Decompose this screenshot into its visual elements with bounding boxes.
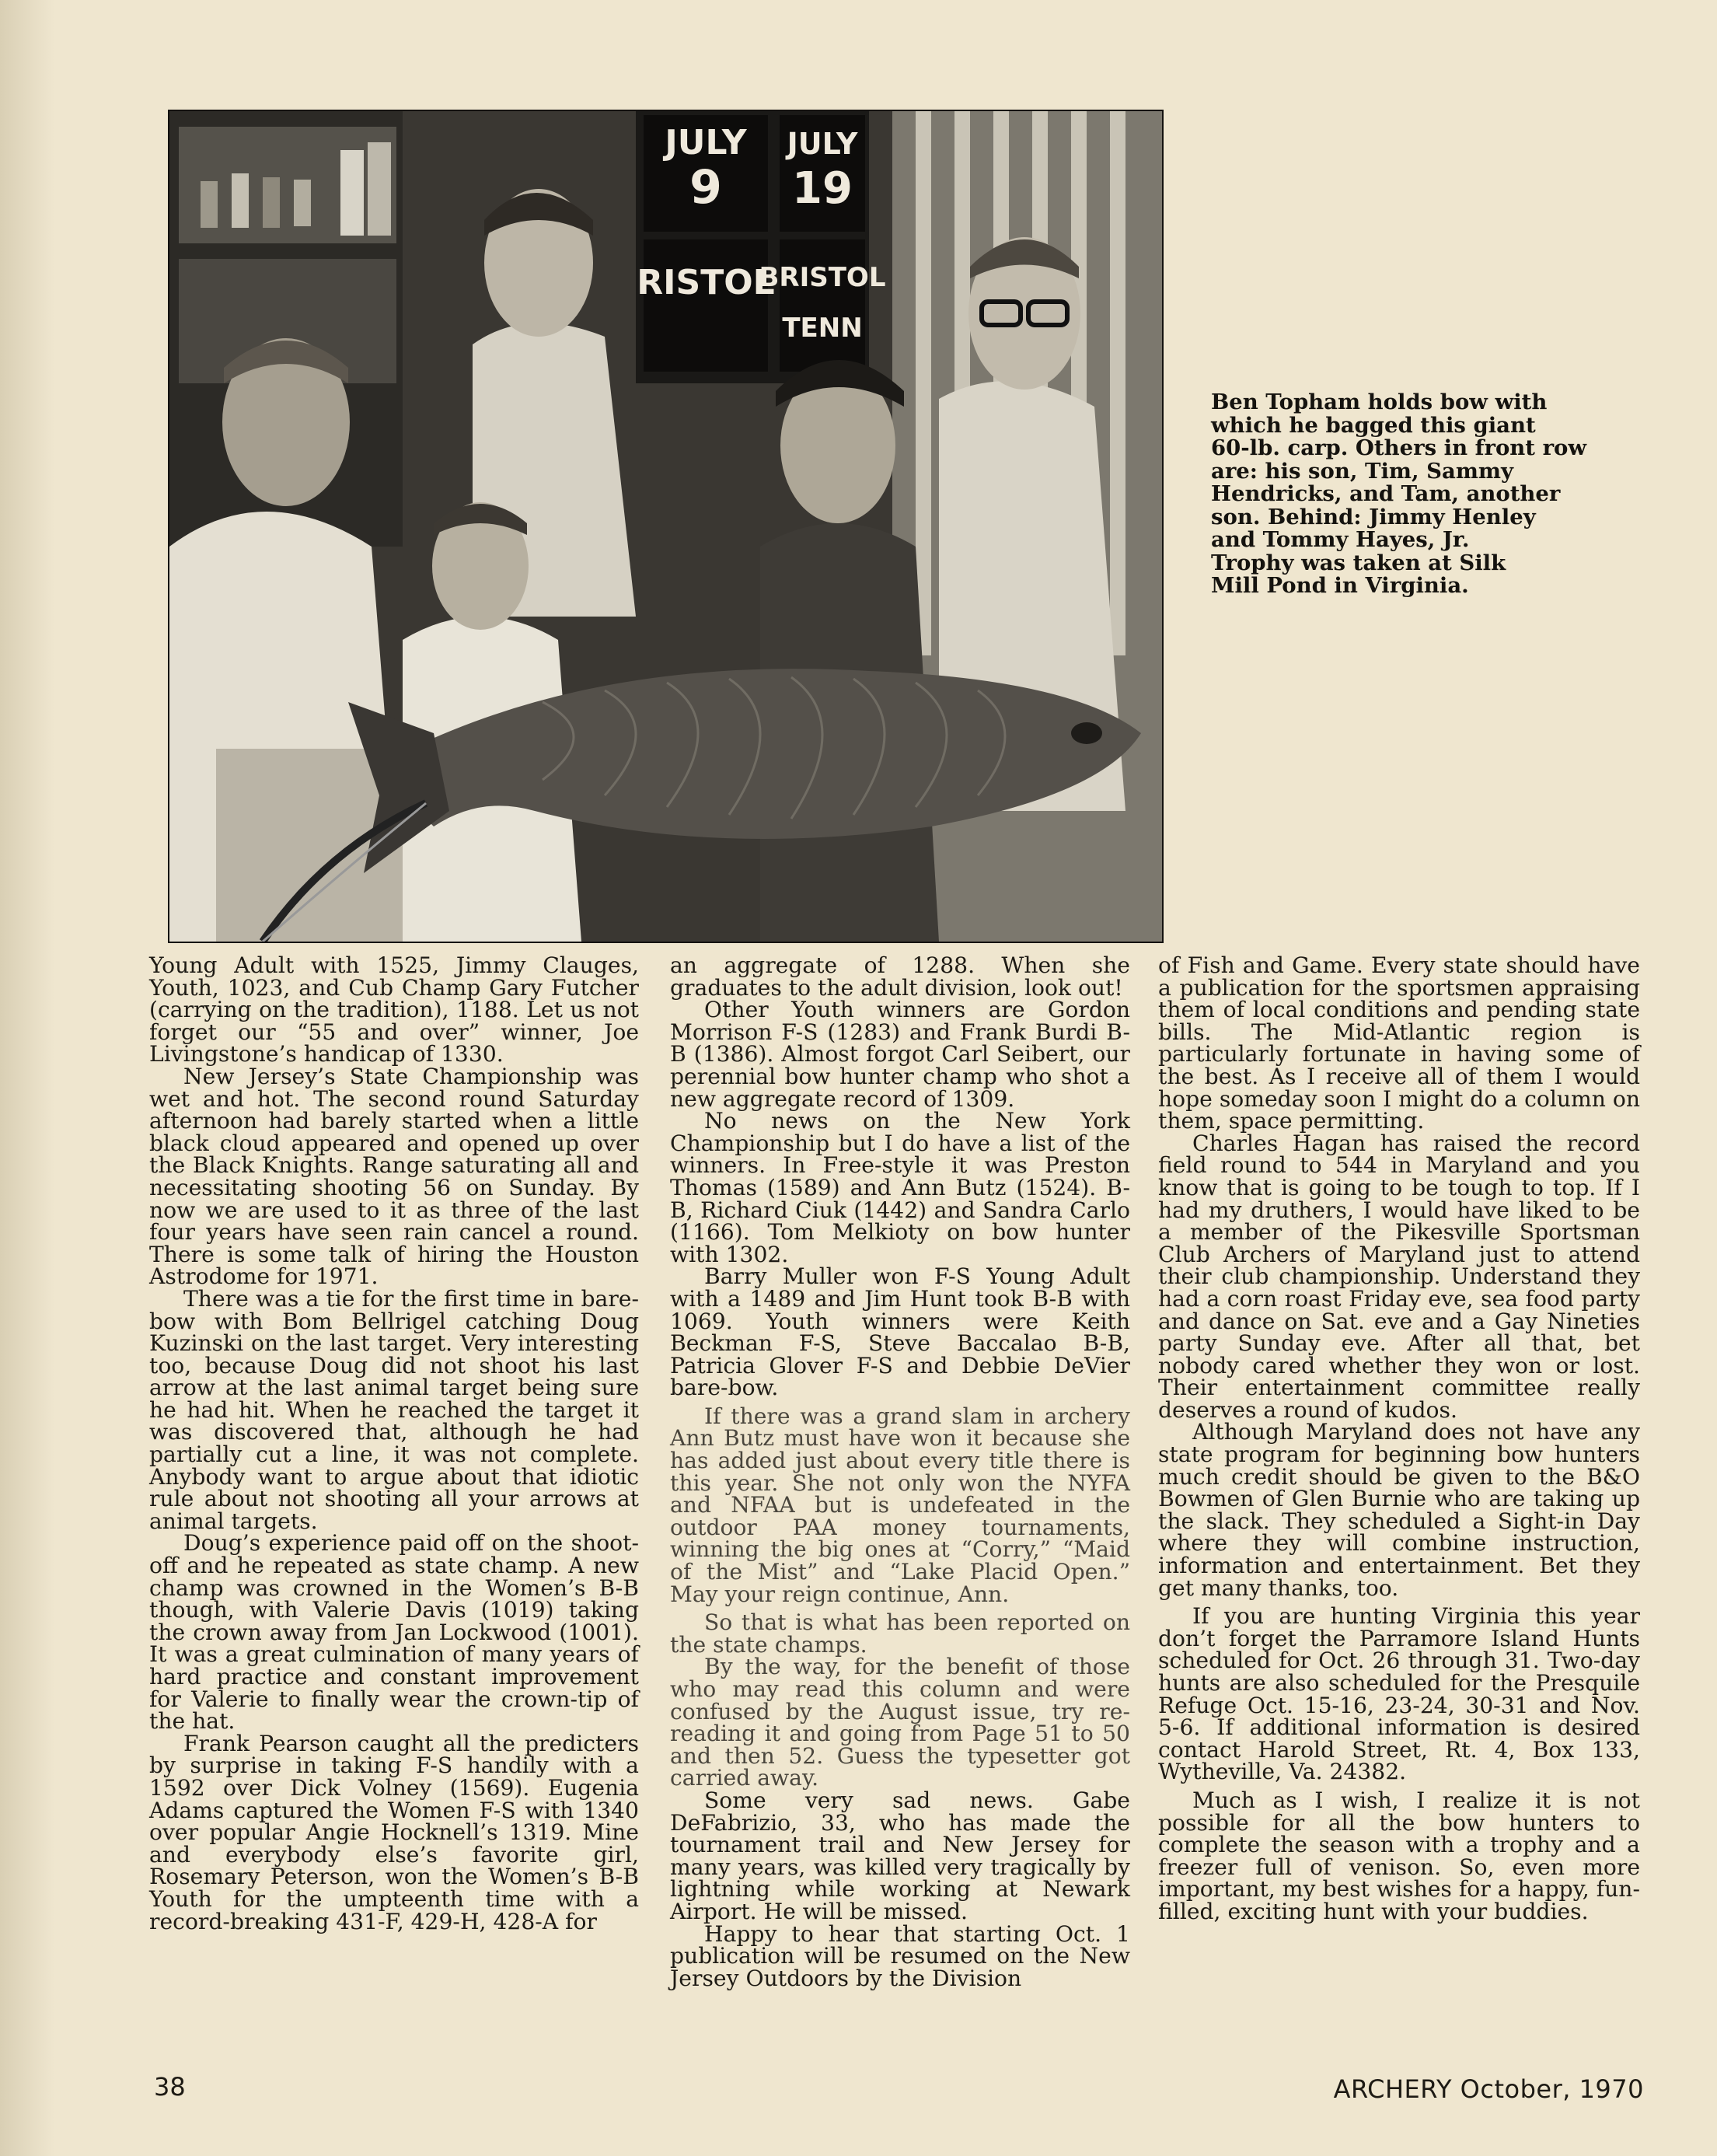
sign-july-left: JULY (665, 123, 747, 162)
paragraph: So that is what has been reported on the state champs. (670, 1609, 1130, 1658)
paragraph: Much as I wish, I realize it is not possible for all the bow hunters to complete the season with a trophy and a freezer full of venison. So, even more important, my best wishes for a happy, fun-filled, exciting hunt with your buddies. (1158, 1787, 1640, 1924)
paragraph: Other Youth winners are Gordon Morrison F-S (1283) and Frank Burdi B-B (1386). Almost forgot Carl Seibert, our perennial bow hunter champ who shot a new aggregate record of 1309. (670, 997, 1130, 1112)
paragraph: Barry Muller won F-S Young Adult with a 1489 and Jim Hunt took B-B with 1069. Youth winners were Keith Beckman F-S, Steve Baccalao B-B, Patricia Glover F-S and Debbie DeVier bare-bow. (670, 1263, 1130, 1401)
paragraph: There was a tie for the first time in bare-bow with Bom Bellrigel catching Doug Kuzinski on the last target. Very interesting too, because Doug did not shoot his last arrow at the last animal target being sure he had hit. When he reached the target it was discovered that, although he had partially cut a line, it was not complete. Anybody want to argue about that idiotic rule about not shooting all your arrows at animal targets. (149, 1285, 639, 1534)
page-number: 38 (154, 2072, 186, 2102)
paragraph: Happy to hear that starting Oct. 1 publication will be resumed on the New Jersey Outdoors by the Division (670, 1920, 1130, 1991)
paragraph: of Fish and Game. Every state should have a publication for the sportsmen appraising them of local conditions and pending state bills. The Mid-Atlantic region is particularly fortunate in having some of the best. As I receive all of them I would hope someday soon I might do a column on them, space permitting. (1158, 952, 1640, 1134)
article-column-1 (149, 952, 639, 1934)
photo-caption: Ben Topham holds bow with which he bagged this giant 60-lb. carp. Others in front row are: his son, Tim, Sammy Hendricks, and Tam, another son. Behind: Jimmy Henley and Tommy Hayes, Jr. Trophy was taken at Silk Mill Pond in Virginia. (1211, 390, 1587, 598)
article-column-2 (670, 952, 1130, 1991)
sign-day-left: 9 (689, 160, 722, 215)
sign-bristol-left: RISTOL (637, 263, 775, 302)
paragraph: If you are hunting Virginia this year don’t forget the Parramore Island Hunts scheduled for Oct. 26 through 31. Two-day hunts are also scheduled for the Presquile Refuge Oct. 15-16, 23-24, 30-31 and Nov. 5-6. If additional information is desired contact Harold Street, Rt. 4, Box 133, Wytheville, Va. 24382. (1158, 1603, 1640, 1785)
paragraph: Some very sad news. Gabe DeFabrizio, 33, who has made the tournament trail and New Jersey for many years, was killed very tragically by lightning while working at Newark Airport. He will be missed. (670, 1787, 1130, 1924)
sign-day-right: 19 (792, 163, 853, 214)
paragraph: Charles Hagan has raised the record field round to 544 in Maryland and you know that is going to be tough to top. If I had my druthers, I would have liked to be a member of the Pikesville Sportsman Club Archers of Maryland just to attend their club championship. Understand they had a corn roast Friday eve, sea food party and dance on Sat. eve and a Gay Nineties party Sunday eve. After all that, bet nobody cared whether they won or lost. Their entertainment committee really deserves a round of kudos. (1158, 1130, 1640, 1423)
paragraph: Although Maryland does not have any state program for beginning bow hunters much credit should be given to the B&O Bowmen of Glen Burnie who are taking up the slack. They scheduled a Sight-in Day where they will combine instruction, information and entertainment. Bet they get many thanks, too. (1158, 1419, 1640, 1601)
paragraph: Doug’s experience paid off on the shoot-off and he repeated as state champ. A new champ was crowned in the Women’s B-B though, with Valerie Davis (1019) taking the crown away from Jan Lockwood (1001). It was a great culmination of many years of hard practice and constant improvement for Valerie to finally wear the crown-tip of the hat. (149, 1530, 639, 1735)
paragraph: By the way, for the benefit of those who may read this column and were confused by the August issue, try re-reading it and going from Page 51 to 50 and then 52. Guess the typesetter got carried away. (670, 1654, 1130, 1791)
paragraph: Frank Pearson caught all the predicters by surprise in taking F-S handily with a 1592 over Dick Volney (1569). Eugenia Adams captured the Women F-S with 1340 over popular Angie Hocknell’s 1319. Mine and everybody else’s favorite girl, Rosemary Peterson, won the Women’s B-B Youth for the umpteenth time with a record-breaking 431-F, 429-H, 428-A for (149, 1730, 639, 1934)
paragraph: If there was a grand slam in archery Ann Butz must have won it because she has added just about every title there is this year. She not only won the NYFA and NFAA but is undefeated in the outdoor PAA money tournaments, winning the big ones at “Corry,” “Maid of the Mist” and “Lake Placid Open.” May your reign continue, Ann. (670, 1403, 1130, 1607)
paragraph: No news on the New York Championship but I do have a list of the winners. In Free-style it was Preston Thomas (1589) and Ann Butz (1524). B-B, Richard Ciuk (1442) and Sandra Carlo (1166). Tom Melkioty on bow hunter with 1302. (670, 1108, 1130, 1267)
sign-july-right: JULY (787, 127, 858, 161)
paragraph: New Jersey’s State Championship was wet and hot. The second round Saturday afternoon had barely started when a little black cloud appeared and opened up over the Black Knights. Range saturating all and necessitating shooting 56 on Sunday. By now we are used to it as three of the last four years have seen rain cancel a round. There is some talk of hiring the Houston Astrodome for 1971. (149, 1063, 639, 1290)
sign-tenn: TENN (782, 313, 863, 344)
sign-bristol-right: BRISTOL (759, 262, 886, 293)
page-edge (0, 0, 54, 2156)
publication-footer: ARCHERY October, 1970 (1333, 2074, 1644, 2104)
paragraph: an aggregate of 1288. When she graduates to the adult division, look out! (670, 952, 1130, 1001)
photo-illustration (169, 111, 1162, 942)
article-column-3 (1158, 952, 1640, 1924)
paragraph: Young Adult with 1525, Jimmy Clauges, Youth, 1023, and Cub Champ Gary Futcher (carrying on the tradition), 1188. Let us not forget our “55 and over” winner, Joe Livingstone’s handicap of 1330. (149, 952, 639, 1068)
photograph-carp-trophy (169, 111, 1162, 942)
